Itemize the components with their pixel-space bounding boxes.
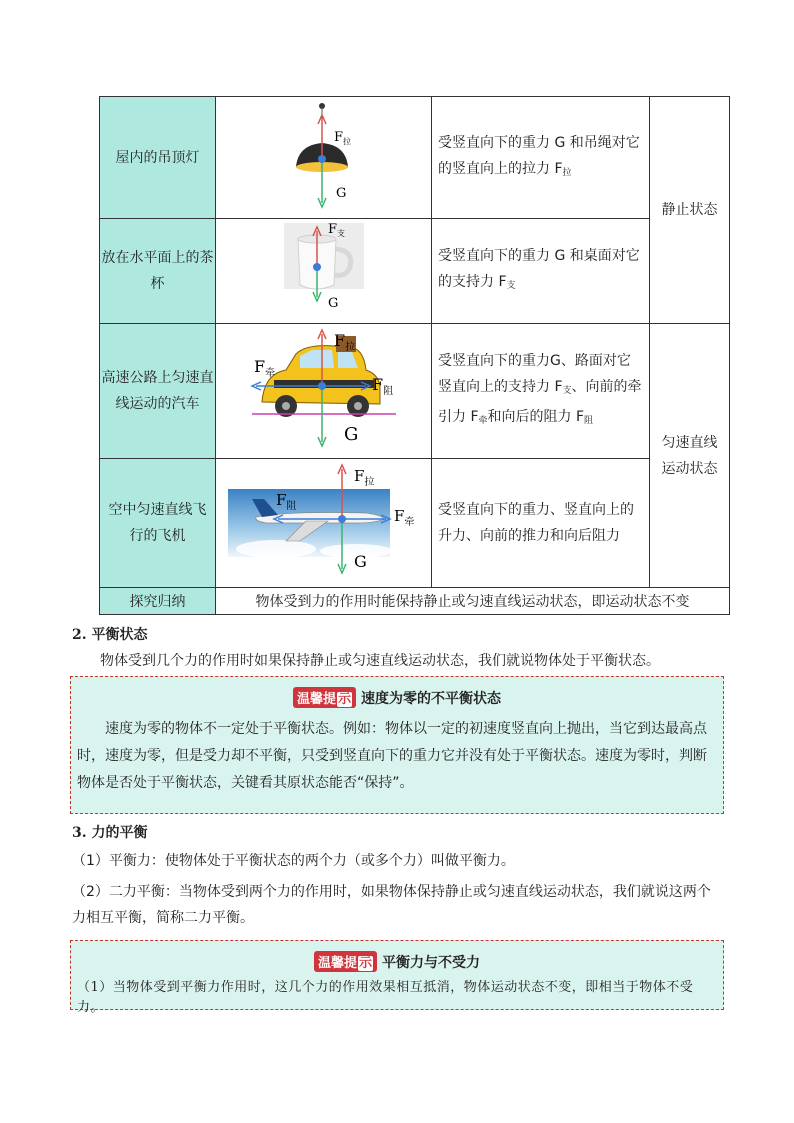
tip-title: 平衡力与不受力 [381,955,480,971]
description-cell: 受竖直向下的重力 G 和吊绳对它的竖直向上的拉力 $F_拉$ [432,97,650,219]
force-analysis-table [99,96,730,615]
force-label-down: G [344,424,359,445]
teacup-diagram [216,219,432,324]
force-label-up: $F_拉$ [334,130,352,146]
tip-badge: 温馨提 示 [314,951,377,972]
car-diagram [216,324,432,459]
summary-text: 物体受到力的作用时能保持静止或匀速直线运动状态，即运动状态不变 [216,588,730,615]
state-static-cell: 静止状态 [650,97,730,324]
table-row [100,219,730,324]
paragraph: 物体受到几个力的作用时如果保持静止或匀速直线运动状态，我们就说物体处于平衡状态。 [100,653,660,669]
tip-title: 速度为零的不平衡状态 [360,691,501,707]
table-row [100,459,730,588]
tip-badge: 温馨提 示 [293,687,356,708]
description-cell: 受竖直向下的重力 G 和桌面对它的支持力 $F_支$ [432,219,650,324]
description-cell: 受竖直向下的重力、竖直向上的升力、向前的推力和向后阻力 [432,459,650,588]
force-label-left: $F_牵$ [254,357,276,379]
tip-body: （1）当物体受到平衡力作用时，这几个力的作用效果相互抵消，物体运动状态不变，即相当于物体不受力。 [77,980,694,1015]
state-uniform-cell: 匀速直线运动状态 [650,324,730,588]
object-cell: 高速公路上匀速直线运动的汽车 [100,324,216,459]
force-label-down: G [328,296,339,311]
force-label-down: G [354,552,367,571]
force-label-up: $F_拉$ [354,467,375,488]
force-label-right: $F_牵$ [394,507,415,528]
tip-body: 速度为零的物体不一定处于平衡状态。例如：物体以一定的初速度竖直向上抛出，当它到达最高点时，速度为零，但是受力却不平衡，只受到竖直向下的重力它并没有处于平衡状态。速度为零时，判断物体是否处于平衡状态，关键看其原状态能否“保持”。 [77,721,707,791]
force-label-up: $F_拉$ [334,331,356,353]
object-cell: 放在水平面上的茶杯 [100,219,216,324]
paragraph: （1）平衡力：使物体处于平衡状态的两个力（或多个力）叫做平衡力。 [72,853,515,869]
force-label-right: $F_阻$ [372,375,394,397]
description-cell: 受竖直向下的重力G、路面对它竖直向上的支持力 $F_支$、向前的牵引力 $F_牵$和向后的阻力 $F_阻$ [432,324,650,459]
tip-header [71,951,723,972]
table-row [100,324,730,459]
object-cell: 空中匀速直线飞行的飞机 [100,459,216,588]
tip-box [70,940,724,1015]
table-row [100,588,730,615]
force-label-down: G [336,186,347,201]
section-heading: 2. 平衡状态 [72,627,148,643]
summary-label: 探究归纳 [100,588,216,615]
table-row [100,97,730,219]
section-heading: 3. 力的平衡 [72,825,148,841]
tip-header [71,687,723,708]
tip-box [70,676,724,814]
force-label-up: $F_支$ [328,222,346,238]
force-label-left: $F_阻$ [276,491,297,512]
object-cell: 屋内的吊顶灯 [100,97,216,219]
ceiling-lamp-diagram [216,97,432,219]
paragraph: （2）二力平衡：当物体受到两个力的作用时，如果物体保持静止或匀速直线运动状态，我们就说这两个力相互平衡，简称二力平衡。 [72,884,711,926]
airplane-diagram [216,459,432,588]
